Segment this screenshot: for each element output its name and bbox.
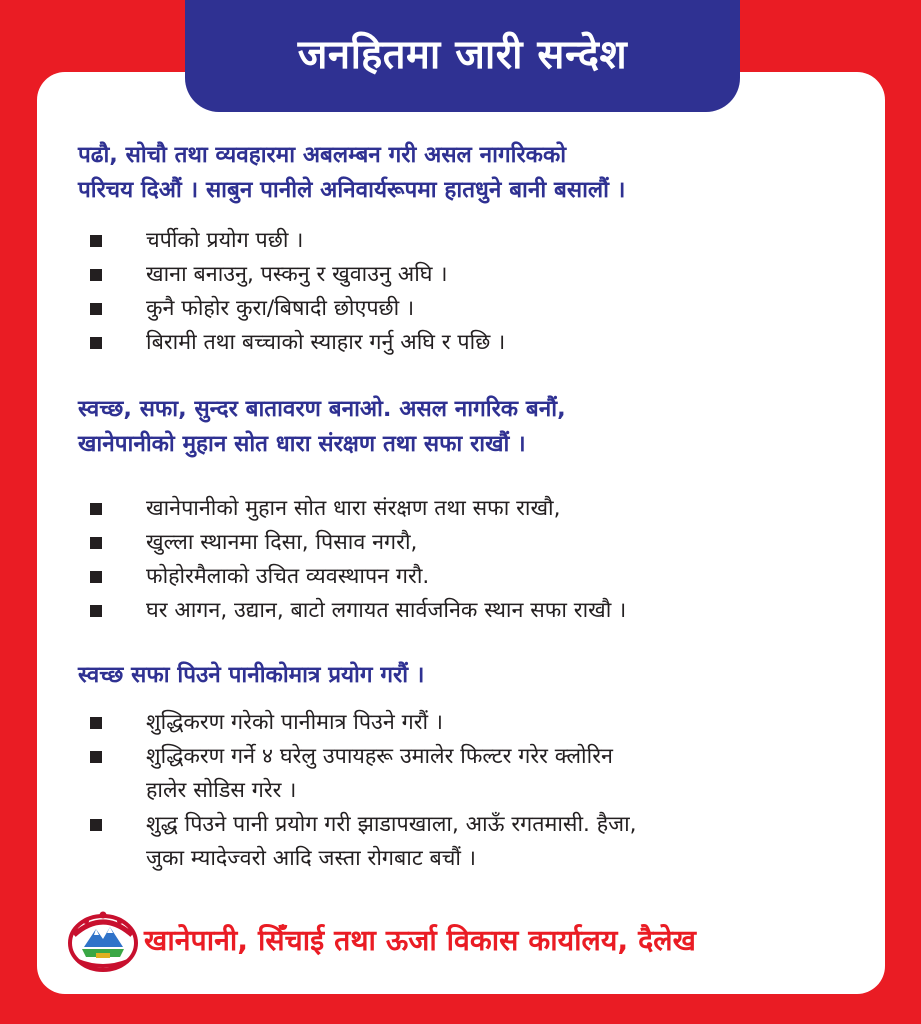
list-item — [90, 526, 626, 560]
bullet-square-icon — [90, 235, 102, 247]
list-item-text: खानेपानीको मुहान सोत धारा संरक्षण तथा सफा राखौ, — [146, 496, 561, 521]
section-heading-line: स्वच्छ, सफा, सुन्दर बातावरण बनाओ. असल नागरिक बनौं, — [78, 396, 566, 422]
bullet-square-icon — [90, 605, 102, 617]
section-heading-line: खानेपानीको मुहान सोत धारा संरक्षण तथा सफा राखौं । — [78, 431, 526, 457]
bullet-list-1 — [90, 224, 505, 360]
section-heading-3 — [78, 658, 424, 693]
section-heading-2 — [78, 392, 566, 462]
section-heading-line: पढौ, सोचौ तथा व्यवहारमा अबलम्बन गरी असल नागरिकको — [78, 142, 567, 168]
list-item — [90, 326, 505, 360]
page-title: जनहितमा जारी सन्देश — [297, 31, 628, 78]
list-item-text: चर्पीको प्रयोग पछी । — [146, 228, 304, 253]
footer — [66, 905, 696, 975]
list-item — [90, 224, 505, 258]
section-heading-line: स्वच्छ सफा पिउने पानीकोमात्र प्रयोग गरौं । — [78, 662, 425, 688]
list-item-text: शुद्धिकरण गरेको पानीमात्र पिउने गरौं । — [146, 710, 444, 735]
list-item — [90, 258, 505, 292]
list-item — [90, 808, 636, 876]
list-item — [90, 560, 626, 594]
list-item-text: शुद्धिकरण गर्ने ४ घरेलु उपायहरू उमालेर फिल्टर गरेर क्लोरिन — [146, 744, 613, 769]
list-item-text: खाना बनाउनु, पस्कनु र खुवाउनु अघि । — [146, 262, 448, 287]
list-item-text: शुद्ध पिउने पानी प्रयोग गरी झाडापखाला, आऊँ रगतमासी. हैजा, — [146, 812, 637, 837]
list-item-text: खुल्ला स्थानमा दिसा, पिसाव नगरौ, — [146, 530, 418, 555]
bullet-square-icon — [90, 503, 102, 515]
list-item — [90, 706, 636, 740]
section-heading-line: परिचय दिऔं । साबुन पानीले अनिवार्यरूपमा हातधुने बानी बसालौं । — [78, 177, 626, 203]
bullet-square-icon — [90, 571, 102, 583]
list-item-text-continued: हालेर सोडिस गरेर । — [146, 778, 297, 803]
bullet-list-2 — [90, 492, 626, 628]
header-banner — [185, 0, 740, 112]
list-item-text: बिरामी तथा बच्चाको स्याहार गर्नु अघि र पछि । — [146, 330, 506, 355]
bullet-square-icon — [90, 717, 102, 729]
bullet-square-icon — [90, 537, 102, 549]
office-name: खानेपानी, सिँचाई तथा ऊर्जा विकास कार्यालय, दैलेख — [144, 924, 696, 957]
bullet-square-icon — [90, 751, 102, 763]
bullet-square-icon — [90, 819, 102, 831]
list-item — [90, 292, 505, 326]
list-item-text-continued: जुका म्यादेज्वरो आदि जस्ता रोगबाट बचौं । — [146, 846, 476, 871]
list-item — [90, 492, 626, 526]
list-item-text: कुनै फोहोर कुरा/बिषादी छोएपछी । — [146, 296, 415, 321]
bullet-square-icon — [90, 269, 102, 281]
bullet-list-3 — [90, 706, 636, 876]
list-item-text: फोहोरमैलाको उचित व्यवस्थापन गरौ. — [146, 564, 430, 589]
list-item-text: घर आगन, उद्यान, बाटो लगायत सार्वजनिक स्थान सफा राखौ । — [146, 598, 627, 623]
section-heading-1 — [78, 138, 625, 208]
bullet-square-icon — [90, 303, 102, 315]
list-item — [90, 594, 626, 628]
nepal-emblem-icon — [66, 905, 140, 975]
bullet-square-icon — [90, 337, 102, 349]
list-item — [90, 740, 636, 808]
